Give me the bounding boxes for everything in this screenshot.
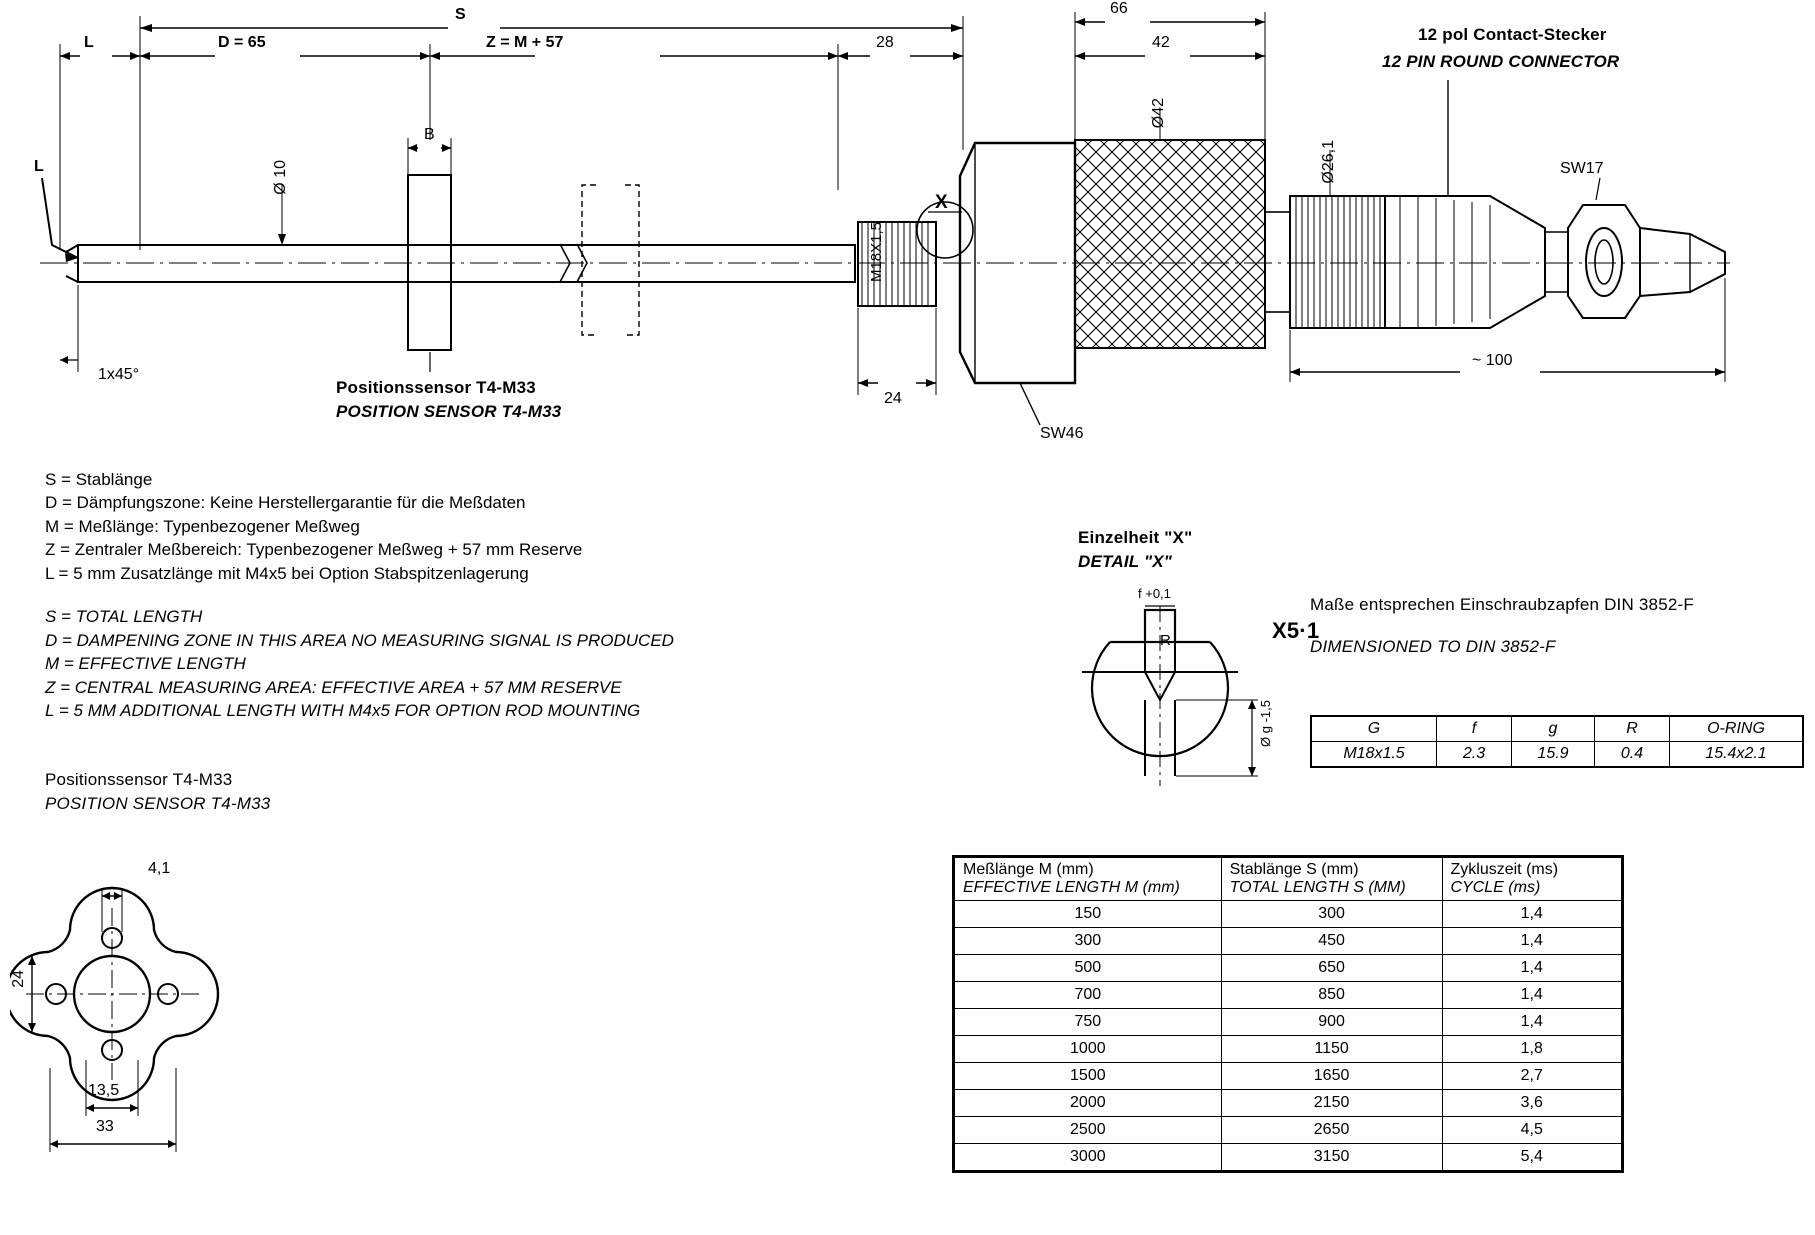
oring-header-f: f: [1437, 716, 1512, 742]
oring-header-G: G: [1311, 716, 1437, 742]
oring-value-G: M18x1.5: [1311, 742, 1437, 768]
cell-length-M: 300: [954, 928, 1222, 955]
dim-approx-100: ~ 100: [1472, 352, 1513, 369]
cell-length-M: 700: [954, 982, 1222, 1009]
length-table-header-S-en: TOTAL LENGTH S (MM): [1229, 879, 1406, 896]
legend-block: [45, 468, 875, 723]
dim-D: D = 65: [218, 34, 266, 51]
flange-dim-33: 33: [96, 1118, 114, 1135]
dim-28: 28: [876, 34, 894, 51]
din-note-de: Maße entsprechen Einschraubzapfen DIN 3852-F: [1310, 595, 1694, 614]
length-table-header-row: [954, 857, 1623, 901]
dim-B: B: [424, 126, 435, 143]
cell-cycle: 1,4: [1442, 982, 1623, 1009]
oring-header-oring: O-RING: [1670, 716, 1804, 742]
oring-value-f: 2.3: [1437, 742, 1512, 768]
legend-en-1: D = DAMPENING ZONE IN THIS AREA NO MEASURING SIGNAL IS PRODUCED: [45, 630, 674, 650]
cell-length-M: 2000: [954, 1090, 1222, 1117]
dim-dia10: Ø 10: [272, 160, 289, 195]
connector-label-de: 12 pol Contact-Stecker: [1418, 25, 1607, 44]
table-row: [954, 1009, 1623, 1036]
sensor-flange-block: [45, 770, 365, 814]
legend-en-4: L = 5 MM ADDITIONAL LENGTH WITH M4x5 FOR OPTION ROD MOUNTING: [45, 701, 641, 721]
detail-x-block: [1078, 528, 1192, 572]
legend-en-0: S = TOTAL LENGTH: [45, 607, 203, 627]
oring-header-R: R: [1595, 716, 1670, 742]
sensor-flange-svg: [10, 860, 300, 1180]
sensor-flange-drawing: [10, 860, 300, 1180]
cell-length-M: 150: [954, 901, 1222, 928]
length-table-header-M-en: EFFECTIVE LENGTH M (mm): [963, 879, 1180, 896]
sensor-flange-title-de: Positionssensor T4-M33: [45, 770, 233, 789]
dim-thread-m18: M18X1,5: [868, 222, 885, 283]
length-table-header-S: [1221, 857, 1442, 901]
length-table: [952, 855, 1624, 1173]
oring-header-g: g: [1512, 716, 1595, 742]
dim-chamfer: 1x45°: [98, 366, 140, 383]
table-row: [954, 1063, 1623, 1090]
table-row: [954, 955, 1623, 982]
length-table-header-S-de: Stablänge S (mm): [1229, 861, 1359, 878]
dim-S: S: [455, 6, 466, 23]
cell-cycle: 2,7: [1442, 1063, 1623, 1090]
cell-length-M: 500: [954, 955, 1222, 982]
flange-dim-13-5: 13,5: [88, 1082, 120, 1099]
length-table-header-cycle-de: Zykluszeit (ms): [1450, 861, 1559, 878]
dim-sw17: SW17: [1560, 160, 1604, 177]
din-note-block: [1310, 595, 1694, 657]
dim-24: 24: [884, 390, 902, 407]
table-row: [954, 901, 1623, 928]
oring-value-oring: 15.4x2.1: [1670, 742, 1804, 768]
dim-dia26-1: Ø26,1: [1320, 140, 1337, 184]
cell-length-M: 1500: [954, 1063, 1222, 1090]
detail-dim-R: R: [1160, 632, 1171, 649]
cell-length-S: 1150: [1221, 1036, 1442, 1063]
cell-cycle: 3,6: [1442, 1090, 1623, 1117]
sensor-flange-title-en: POSITION SENSOR T4-M33: [45, 794, 271, 813]
legend-de-2: M = Meßlänge: Typenbezogener Meßweg: [45, 516, 360, 536]
length-table-wrap: [952, 855, 1624, 1173]
legend-en-3: Z = CENTRAL MEASURING AREA: EFFECTIVE AREA + 57 MM RESERVE: [45, 677, 622, 697]
length-table-header-cycle: [1442, 857, 1623, 901]
flange-dim-4-1: 4,1: [148, 860, 171, 877]
legend-en-2: M = EFFECTIVE LENGTH: [45, 654, 246, 674]
dim-dia42: Ø42: [1150, 98, 1167, 129]
cell-length-S: 850: [1221, 982, 1442, 1009]
legend-de-1: D = Dämpfungszone: Keine Herstellergarantie für die Meßdaten: [45, 493, 526, 513]
oring-table: [1310, 715, 1804, 768]
cell-length-S: 900: [1221, 1009, 1442, 1036]
legend-de-3: Z = Zentraler Meßbereich: Typenbezogener Meßweg + 57 mm Reserve: [45, 540, 583, 560]
cell-cycle: 1,4: [1442, 901, 1623, 928]
cell-cycle: 1,4: [1442, 928, 1623, 955]
table-row: [954, 982, 1623, 1009]
cell-cycle: 5,4: [1442, 1144, 1623, 1172]
oring-value-g: 15.9: [1512, 742, 1595, 768]
cell-length-S: 650: [1221, 955, 1442, 982]
length-table-header-M-de: Meßlänge M (mm): [963, 861, 1094, 878]
sensor-callout-en: POSITION SENSOR T4-M33: [336, 402, 562, 421]
din-note-en: DIMENSIONED TO DIN 3852-F: [1310, 637, 1556, 656]
sensor-callout-de: Positionssensor T4-M33: [336, 378, 536, 397]
cell-cycle: 1,4: [1442, 1009, 1623, 1036]
length-table-header-M: [954, 857, 1222, 901]
cell-cycle: 1,8: [1442, 1036, 1623, 1063]
cell-length-S: 2650: [1221, 1117, 1442, 1144]
cell-length-M: 2500: [954, 1117, 1222, 1144]
cell-cycle: 4,5: [1442, 1117, 1623, 1144]
cell-length-M: 1000: [954, 1036, 1222, 1063]
oring-header-row: [1311, 716, 1803, 742]
legend-de-4: L = 5 mm Zusatzlänge mit M4x5 bei Option Stabspitzenlagerung: [45, 563, 529, 583]
main-drawing: [0, 0, 1815, 460]
table-row: [954, 1117, 1623, 1144]
detail-dim-f: f +0,1: [1138, 586, 1171, 601]
cell-length-M: 3000: [954, 1144, 1222, 1172]
oring-value-R: 0.4: [1595, 742, 1670, 768]
detail-x-marker: X: [935, 192, 948, 213]
detail-x-drawing: [1040, 586, 1320, 800]
detail-x-title-en: DETAIL "X": [1078, 552, 1172, 571]
dim-Z: Z = M + 57: [486, 34, 564, 51]
dim-42: 42: [1152, 34, 1170, 51]
cell-length-S: 1650: [1221, 1063, 1442, 1090]
cell-length-M: 750: [954, 1009, 1222, 1036]
dim-sw46: SW46: [1040, 425, 1084, 442]
table-row: [954, 928, 1623, 955]
dim-L-top: L: [84, 34, 94, 51]
detail-scale: X5·1: [1272, 618, 1320, 643]
detail-x-title-de: Einzelheit "X": [1078, 528, 1193, 547]
legend-de-0: S = Stablänge: [45, 470, 153, 489]
cell-length-S: 450: [1221, 928, 1442, 955]
length-table-header-cycle-en: CYCLE (ms): [1450, 879, 1541, 896]
detail-dim-g: Ø g -1,5: [1258, 700, 1273, 747]
table-row: [954, 1090, 1623, 1117]
dim-L-left: L: [34, 158, 44, 175]
table-row: [954, 1036, 1623, 1063]
flange-dim-24: 24: [10, 970, 27, 988]
table-row: [954, 1144, 1623, 1172]
oring-data-row: [1311, 742, 1803, 768]
dim-66: 66: [1110, 0, 1128, 17]
connector-label-en: 12 PIN ROUND CONNECTOR: [1382, 52, 1620, 71]
cell-length-S: 3150: [1221, 1144, 1442, 1172]
cell-length-S: 300: [1221, 901, 1442, 928]
cell-length-S: 2150: [1221, 1090, 1442, 1117]
cell-cycle: 1,4: [1442, 955, 1623, 982]
